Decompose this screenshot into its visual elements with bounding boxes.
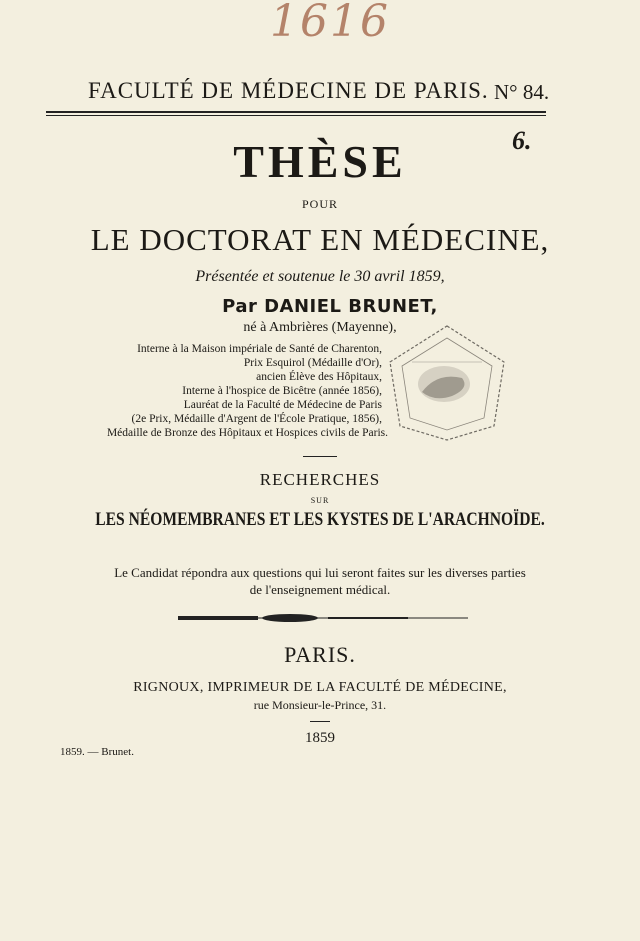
pour-label: POUR [301, 197, 338, 211]
credential-line: Lauréat de la Faculté de Médecine de Paris [183, 399, 382, 411]
author-birthplace: né à Ambrières (Mayenne), [243, 320, 397, 335]
credential-line: (2e Prix, Médaille d'Argent de l'École Pratique, 1856), [131, 413, 382, 425]
imprint-printer: RIGNOUX, IMPRIMEUR DE LA FACULTÉ DE MÉDECINE, [133, 680, 507, 695]
thesis-number: N° 84. [494, 80, 550, 104]
candidate-note-line: Le Candidat répondra aux questions qui lui seront faites sur les diverses parties [114, 565, 526, 580]
header-rule [46, 111, 546, 116]
recherches-heading: RECHERCHES [259, 470, 381, 489]
imprint-rule [310, 721, 330, 722]
credential-line: Interne à la Maison impériale de Santé de Charenton, [137, 343, 382, 355]
doctorat-heading: LE DOCTORAT EN MÉDECINE, [90, 222, 550, 257]
candidate-note-line: de l'enseignement médical. [249, 582, 391, 597]
credential-line: Interne à l'hospice de Bicêtre (année 1856), [182, 385, 382, 397]
imprint-address: rue Monsieur-le-Prince, 31. [253, 698, 387, 712]
candidate-note [60, 564, 580, 598]
defense-date: Présentée et soutenue le 30 avril 1859, [195, 268, 445, 285]
catalog-note: 1859. — Brunet. [60, 746, 134, 758]
imprint-year: 1859 [305, 730, 335, 746]
credential-line: ancien Élève des Hôpitaux, [256, 371, 382, 383]
thesis-subject: LES NÉOMEMBRANES ET LES KYSTES DE L'ARACHNOÏDE. [95, 509, 545, 530]
section-rule [303, 456, 337, 457]
handwritten-mark: 6. [512, 126, 532, 155]
credential-line: Prix Esquirol (Médaille d'Or), [243, 357, 382, 369]
decorative-divider [178, 612, 468, 624]
credential-line: Médaille de Bronze des Hôpitaux et Hospices civils de Paris. [106, 427, 388, 439]
imprint-city: PARIS. [284, 642, 356, 667]
thesis-title: THÈSE [233, 136, 407, 187]
author-name: Par DANIEL BRUNET, [222, 296, 438, 317]
sur-label: SUR [310, 496, 330, 505]
handwritten-shelf-number: 1616 [270, 0, 390, 47]
faculty-heading: FACULTÉ DE MÉDECINE DE PARIS. [88, 78, 489, 103]
library-stamp [382, 322, 512, 444]
